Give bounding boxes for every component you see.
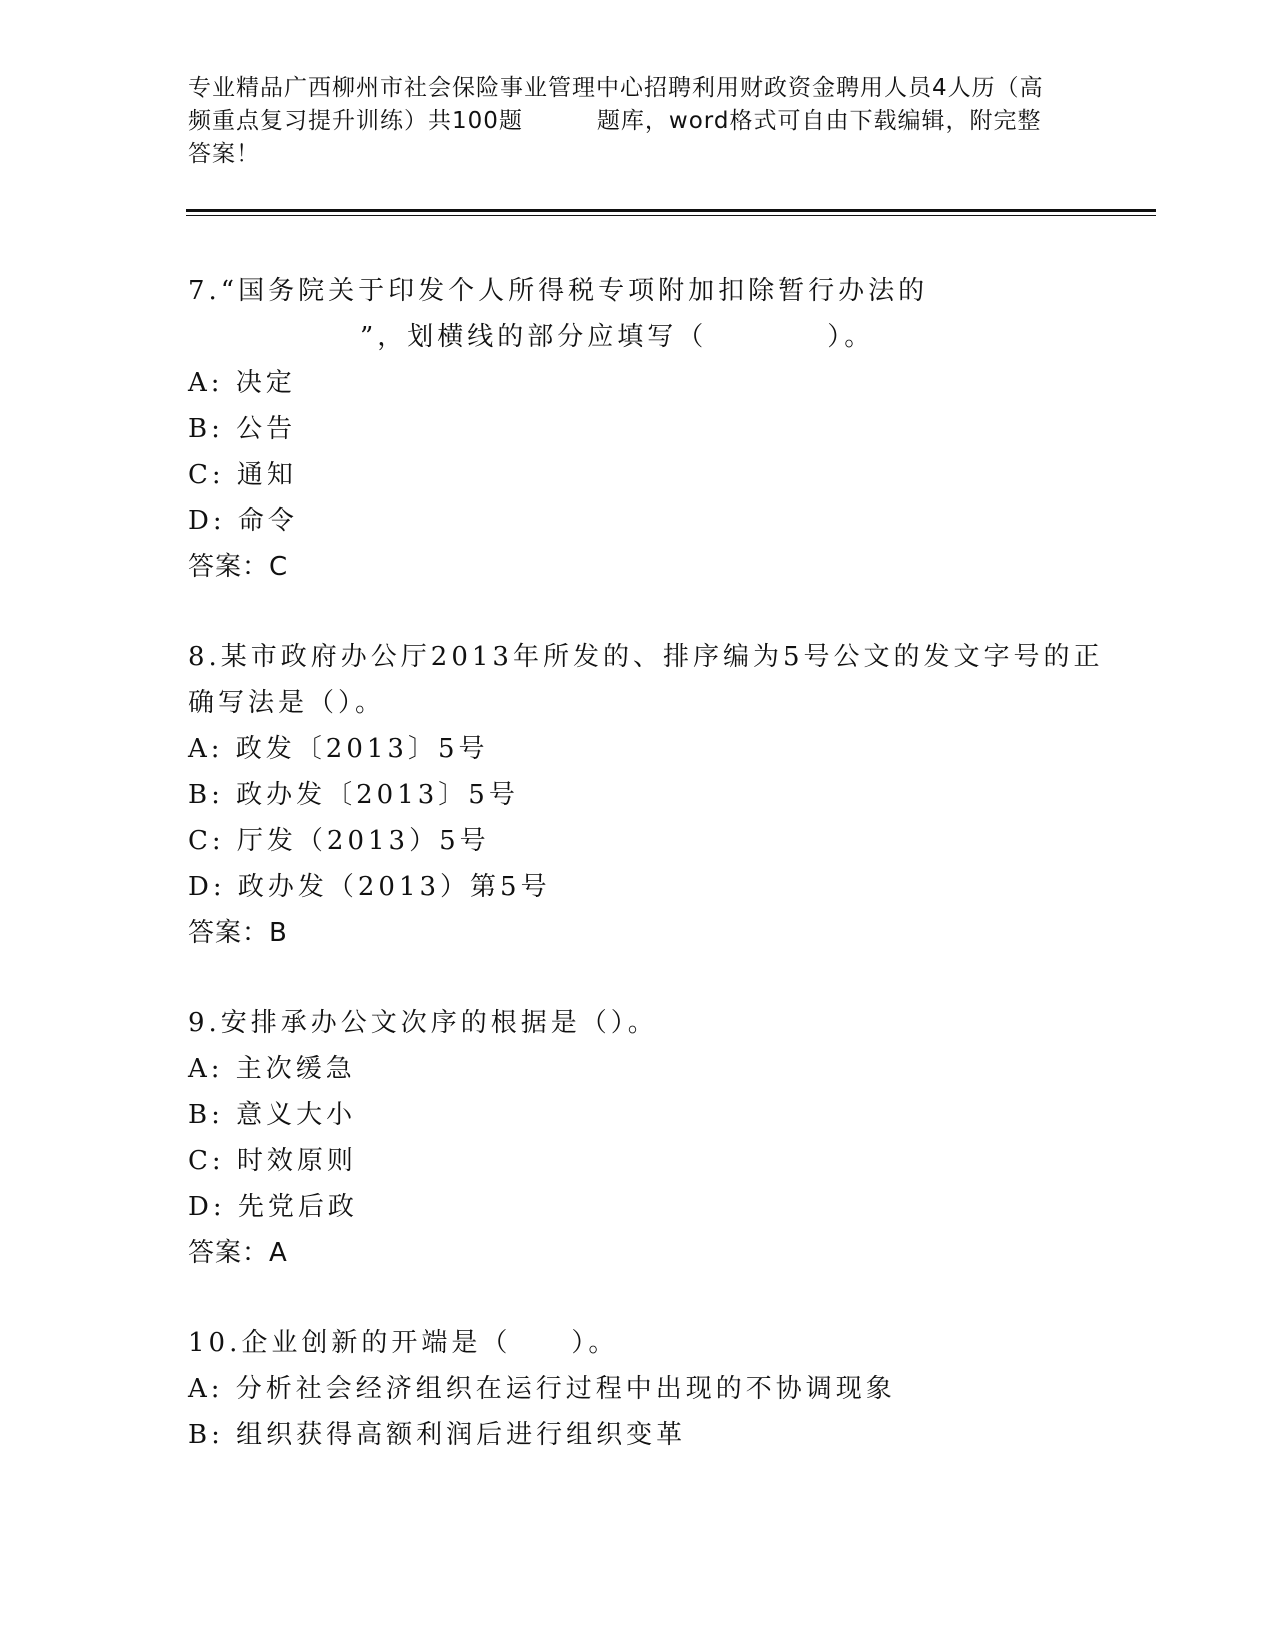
question-8 — [188, 634, 1148, 956]
header-line-2-part-b: 题库，word格式可自由下载编辑，附完整 — [596, 108, 1042, 134]
question-10-stem-part-a: 10.企业创新的开端是（ — [188, 1328, 512, 1358]
question-8-stem-line-1: 8.某市政府办公厅2013年所发的、排序编为5号公文的发文字号的正 — [188, 642, 1104, 672]
question-7-stem-part-a: ”，划横线的部分应填写（ — [360, 322, 708, 352]
question-8-option-d: D: 政办发（2013）第5号 — [188, 872, 551, 902]
question-7-answer: 答案：C — [188, 552, 289, 582]
question-7-option-d: D: 命令 — [188, 506, 298, 536]
question-7-option-a: A: 决定 — [188, 368, 296, 398]
question-8-stem-line-2: 确写法是（）。 — [188, 688, 386, 718]
header-line-3: 答案！ — [188, 141, 260, 167]
question-10-option-a: A: 分析社会经济组织在运行过程中出现的不协调现象 — [188, 1374, 896, 1404]
question-10-option-b: B: 组织获得高额利润后进行组织变革 — [188, 1420, 687, 1450]
question-7-stem-line-1: 7.“国务院关于印发个人所得税专项附加扣除暂行办法的 — [188, 276, 929, 306]
question-list — [188, 268, 1148, 1458]
question-8-option-b: B: 政办发〔2013〕5号 — [188, 780, 519, 810]
question-7-option-c: C: 通知 — [188, 460, 297, 490]
question-8-option-c: C: 厅发（2013）5号 — [188, 826, 490, 856]
question-9-option-c: C: 时效原则 — [188, 1146, 357, 1176]
header-line-2 — [188, 105, 1088, 138]
question-7 — [188, 268, 1148, 590]
question-7-stem-part-b: ）。 — [827, 322, 875, 352]
question-10 — [188, 1320, 1148, 1458]
question-7-stem-line-2 — [188, 314, 1148, 360]
header-line-2-part-a: 频重点复习提升训练）共100题 — [188, 108, 523, 134]
header-line-1: 专业精品广西柳州市社会保险事业管理中心招聘利用财政资金聘用人员4人历（高 — [188, 75, 1044, 101]
header-rule-thick — [186, 209, 1156, 212]
question-9-stem-line-1: 9.安排承办公文次序的根据是（）。 — [188, 1008, 658, 1038]
header-rule-thin — [186, 215, 1156, 216]
document-header — [188, 72, 1088, 171]
question-9-option-b: B: 意义大小 — [188, 1100, 357, 1130]
question-8-answer: 答案：B — [188, 918, 288, 948]
question-9-option-a: A: 主次缓急 — [188, 1054, 356, 1084]
question-10-stem-line-1 — [188, 1320, 1148, 1366]
question-8-option-a: A: 政发〔2013〕5号 — [188, 734, 489, 764]
question-10-stem-part-b: ）。 — [571, 1328, 619, 1358]
question-9-option-d: D: 先党后政 — [188, 1192, 358, 1222]
question-7-option-b: B: 公告 — [188, 414, 297, 444]
question-9-answer: 答案：A — [188, 1238, 288, 1268]
question-9 — [188, 1000, 1148, 1276]
